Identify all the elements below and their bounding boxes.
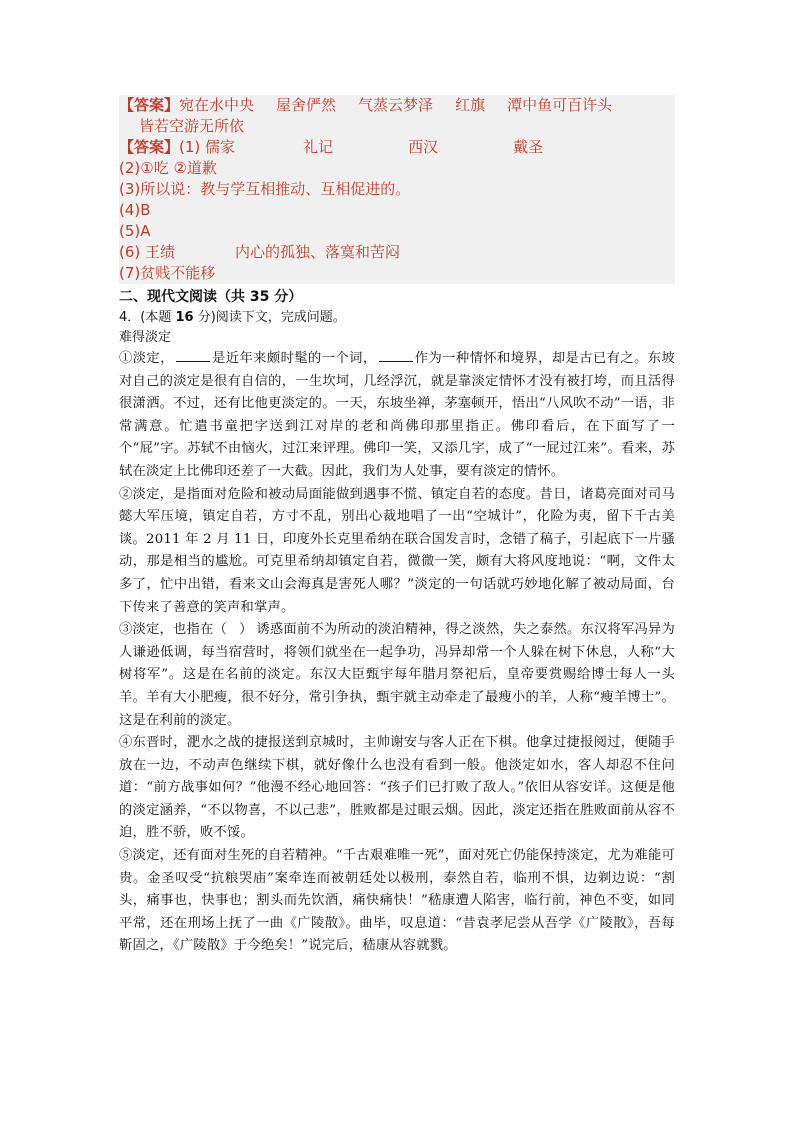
- answer-num: (1): [179, 138, 201, 156]
- question-number: 4．: [119, 310, 141, 325]
- answer-item: 礼记: [303, 138, 334, 156]
- paragraph-text: 作为一种情怀和境界，却是古已有之。东坡对自己的淡定是很有自信的，一生坎坷，几经浮沉，就是靠淡定情怀才没有被打垮，而且活得很潇洒。不过，还有比他更淡定的。一天，东坡坐禅，茅塞顿开，悟出“八风吹不动”一语，非常满意。忙遣书童把字送到江对岸的老和尚佛印那里指正。佛印看后，在下面写了一个“屁”字。苏轼不由恼火，过江来评理。佛印一笑，又添几字，成了“一屁过江来”。看来，苏轼在淡定上比佛印还差了一大截。因此，我们为人处事，要有淡定的情怀。: [119, 351, 675, 479]
- answer-line-1: [119, 95, 675, 116]
- answer-item: 宛在水中央: [179, 96, 255, 114]
- fill-blank: [176, 349, 210, 362]
- answer-tag: 【答案】: [119, 96, 180, 114]
- paragraph-text: 诱惑面前不为所动的淡泊精神，得之淡然，失之泰然。东汉将军冯异为人谦逊低调，每当宿营时，将领们就坐在一起争功，冯异却常一个人躲在树下休息，人称“大树将军”。这是在名前的淡定。东汉大臣甄宇每年腊月祭祀后，皇帝要赏赐给博士每人一头羊。羊有大小肥瘦，很不好分，常引争执，甄宇就主动牵走了最瘦小的羊，人称“瘦羊博士”。这是在利前的淡定。: [119, 622, 675, 728]
- answer-line-4: (3)所以说：教与学互相推动、互相促进的。: [119, 180, 411, 198]
- paragraph-4: ④东晋时，淝水之战的捷报送到京城时，主帅谢安与客人正在下棋。他拿过捷报阅过，便随手放在一边，不动声色继续下棋，就好像什么也没有看到一般。他淡定如水，客人却忍不住问道：“前方战事如何？”他漫不经心地回答：“孩子们已打败了敌人。”依旧从容安详。这便是他的淡定涵养，“不以物喜，不以己悲”，胜败都是过眼云烟。因此，淡定还指在胜败面前从容不迫，胜不骄，败不馁。: [119, 735, 675, 841]
- answer-line-6: (5)A: [119, 222, 151, 240]
- question-post: 分)阅读下文，完成问题。: [197, 310, 346, 325]
- answer-line-2: [119, 137, 675, 158]
- paragraph-1: [119, 348, 675, 484]
- article-title: 难得淡定: [119, 330, 172, 345]
- answer-item: 气蒸云梦泽: [358, 96, 434, 114]
- answer-line-1-cont: 皆若空游无所依: [139, 117, 245, 135]
- question-pre: (本题: [140, 310, 172, 325]
- document-page: [119, 95, 675, 958]
- answer-block: [119, 95, 675, 284]
- answer-item: 儒家: [205, 138, 236, 156]
- answer-item: 红旗: [455, 96, 486, 114]
- paragraph-2: ②淡定，是指面对危险和被动局面能做到遇事不慌、镇定自若的态度。昔日，诸葛亮面对司马懿大军压境，镇定自若，方寸不乱，别出心裁地唱了一出“空城计”，化险为夷，留下千古美谈。2011 年 2 月 11 日，印度外长克里希纳在联合国发言时，念错了稿子，引起底下一片骚动，那是相当的尴尬。可克里希纳却镇定自若，微微一笑，颇有大将风度地说：“啊，文件太多了，忙中出错，看来文山会海真是害死人哪？”淡定的一句话就巧妙地化解了被动局面，台下传来了善意的笑声和掌声。: [119, 486, 675, 615]
- paragraph-text: ①淡定，: [119, 351, 174, 366]
- answer-item: 王绩: [145, 243, 176, 261]
- fill-bracket: （ ）: [213, 622, 257, 638]
- paragraph-5: ⑤淡定，还有面对生死的自若精神。“千古艰难唯一死”，面对死亡仍能保持淡定，尤为难能可贵。金圣叹受“抗粮哭庙”案牵连而被朝廷处以极刑，泰然自若，临刑不惧，边剃边说：“割头，痛事也，快事也；割头而先饮酒，痛快痛快！”嵇康遭人陷害，临行前，神色不变，如同平常，还在刑场上抚了一曲《广陵散》。曲毕，叹息道：“昔袁孝尼尝从吾学《广陵散》，吾每靳固之，《广陵散》于今绝矣！”说完后，嵇康从容就戮。: [119, 848, 675, 954]
- paragraph-3: [119, 619, 675, 732]
- fill-blank: [379, 349, 413, 362]
- answer-line-8: (7)贫贱不能移: [119, 264, 216, 282]
- answer-line-5: (4)B: [119, 201, 151, 219]
- question-4: [119, 308, 675, 328]
- answer-tag: 【答案】: [119, 138, 180, 156]
- answer-item: 内心的孤独、落寞和苦闷: [235, 243, 401, 261]
- answer-line-7: [119, 242, 675, 263]
- answer-item: 西汉: [408, 138, 439, 156]
- answer-item: 屋舍俨然: [276, 96, 337, 114]
- answer-line-3: (2)①吃 ②道歉: [119, 159, 217, 177]
- question-score: 16: [175, 310, 194, 325]
- paragraph-text: 是近年来颇时髦的一个词，: [211, 351, 377, 366]
- answer-item: 潭中鱼可百许头: [507, 96, 613, 114]
- section-title: 二、现代文阅读（共 35 分）: [119, 289, 303, 305]
- answer-item: 戴圣: [513, 138, 544, 156]
- answer-num: (6): [119, 243, 141, 261]
- paragraph-text: ③淡定，也指在: [119, 622, 214, 638]
